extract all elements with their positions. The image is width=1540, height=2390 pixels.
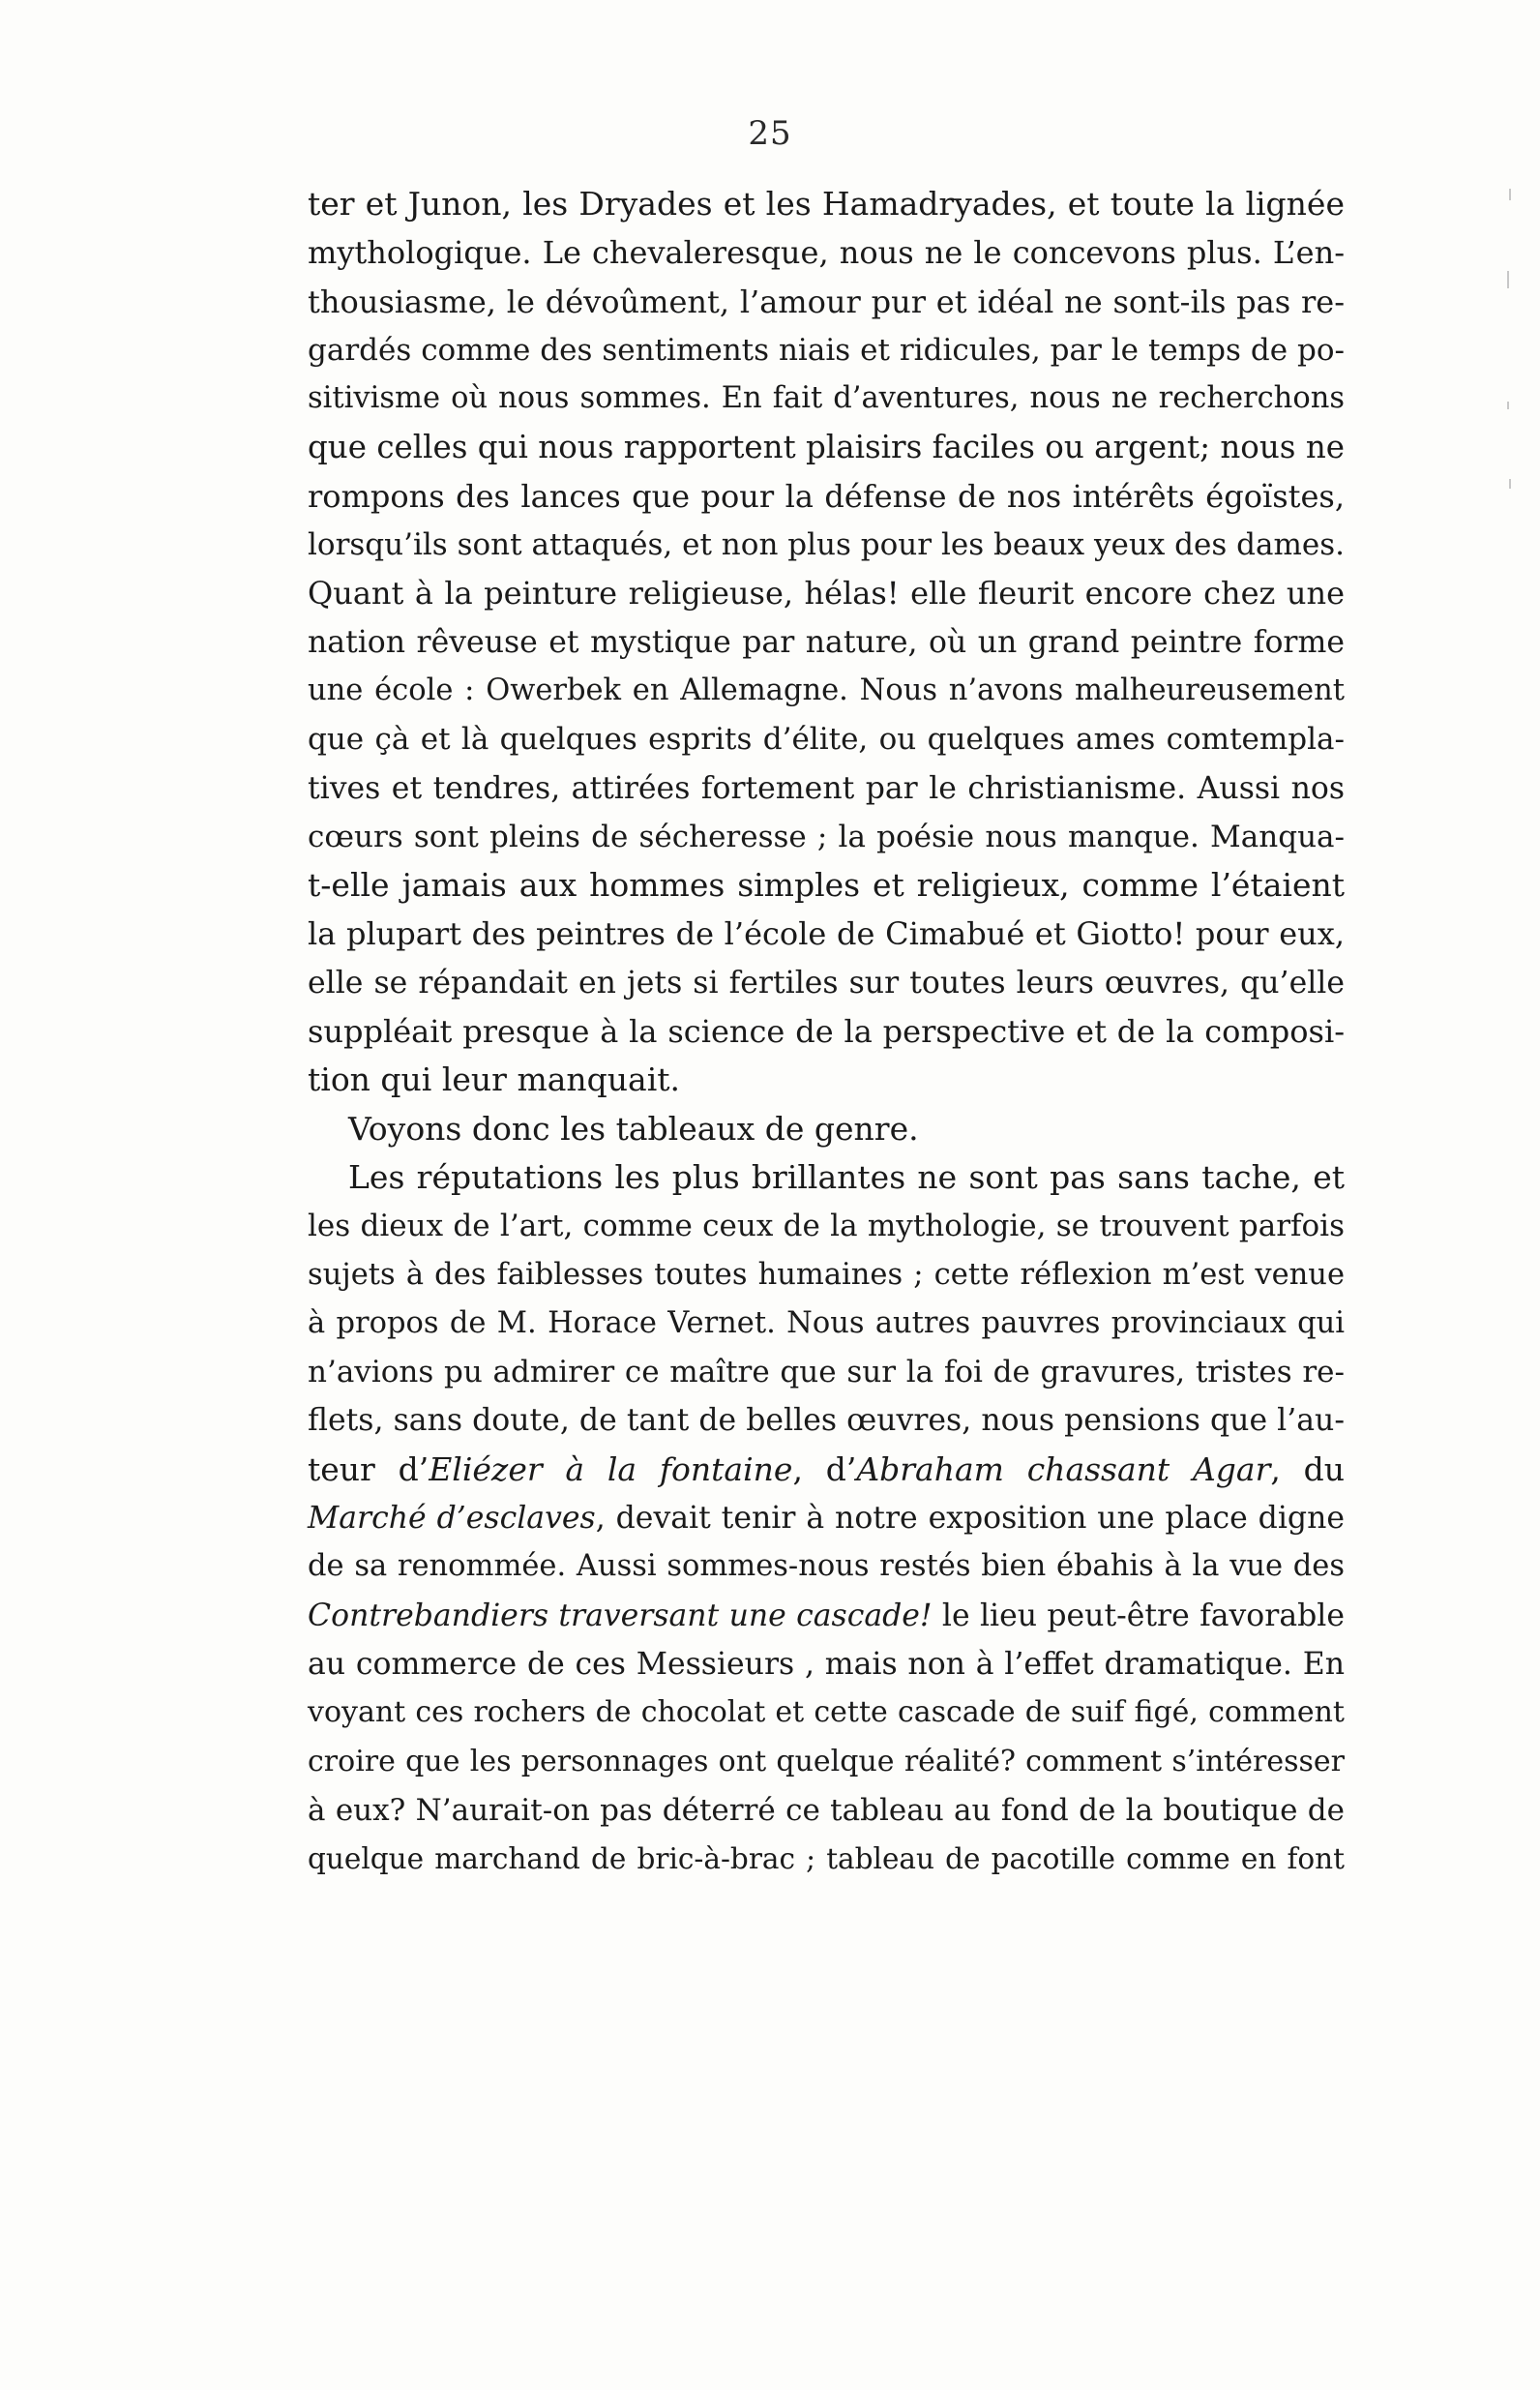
text-line: nation rêveuse et mystique par nature, où un grand peintre forme — [308, 624, 1345, 660]
text-line: cœurs sont pleins de sécheresse ; la poésie nous manque. Manqua- — [308, 819, 1345, 854]
text-line: une école : Owerbek en Allemagne. Nous n’avons malheureusement — [308, 672, 1345, 707]
body-text — [308, 180, 1345, 1883]
italic-title: Contrebandiers traversant une cascade! — [308, 1598, 933, 1633]
scan-margin-mark — [1509, 189, 1511, 200]
scan-margin-mark — [1507, 271, 1509, 288]
text-line: que celles qui nous rapportent plaisirs faciles ou argent; nous ne — [308, 429, 1345, 466]
page-number: 25 — [748, 114, 792, 153]
text-line: t-elle jamais aux hommes simples et religieux, comme l’étaient — [308, 866, 1345, 905]
text-line: mythologique. Le chevaleresque, nous ne le concevons plus. L’en- — [308, 234, 1345, 272]
text-line — [308, 1592, 1345, 1640]
text-line: suppléait presque à la science de la perspective et de la composi- — [308, 1013, 1345, 1051]
text-fragment: , d’ — [792, 1449, 857, 1488]
text-line: à eux? N’aurait-on pas déterré ce tableau au fond de la boutique de — [308, 1792, 1345, 1828]
text-line: tives et tendres, attirées fortement par le christianisme. Aussi nos — [308, 770, 1345, 806]
text-line: Les réputations les plus brillantes ne sont pas sans tache, et — [348, 1157, 1345, 1196]
text-line: lorsqu’ils sont attaqués, et non plus pour les beaux yeux des dames. — [308, 527, 1345, 563]
text-line: croire que les personnages ont quelque réalité? comment s’intéresser — [308, 1744, 1345, 1778]
italic-title: Abraham chassant Agar — [856, 1449, 1271, 1488]
text-line: que çà et là quelques esprits d’élite, ou quelques ames comtempla- — [308, 722, 1345, 758]
text-line: rompons des lances que pour la défense de nos intérêts égoïstes, — [308, 477, 1345, 515]
text-line: Voyons donc les tableaux de genre. — [348, 1109, 919, 1148]
text-line: voyant ces rochers de chocolat et cette cascade de suif figé, comment — [308, 1695, 1345, 1730]
text-line: elle se répandait en jets si fertiles sur toutes leurs œuvres, qu’elle — [308, 965, 1345, 1001]
text-line — [308, 1446, 1345, 1494]
text-fragment: teur d’ — [308, 1449, 429, 1488]
text-line — [308, 1494, 1345, 1542]
italic-title: Eliézer à la fontaine — [429, 1449, 793, 1488]
text-line: gardés comme des sentiments niais et ridicules, par le temps de po- — [308, 332, 1345, 368]
scan-margin-mark — [1507, 402, 1509, 409]
text-fragment: , du — [1270, 1449, 1345, 1488]
text-line: la plupart des peintres de l’école de Cimabué et Giotto! pour eux, — [308, 915, 1345, 953]
text-line: au commerce de ces Messieurs , mais non à l’effet dramatique. En — [308, 1646, 1345, 1682]
text-fragment: , devait tenir à notre exposition une place digne — [595, 1501, 1345, 1537]
text-line: sitivisme où nous sommes. En fait d’aventures, nous ne recherchons — [308, 381, 1345, 416]
text-line: de sa renommée. Aussi sommes-nous restés bien ébahis à la vue des — [308, 1549, 1345, 1584]
italic-title: Marché d’esclaves — [308, 1501, 596, 1537]
scan-margin-mark — [1509, 479, 1511, 489]
text-line: thousiasme, le dévoûment, l’amour pur et idéal ne sont-ils pas re- — [308, 283, 1345, 320]
text-line: les dieux de l’art, comme ceux de la mythologie, se trouvent parfois — [308, 1209, 1345, 1244]
text-line: flets, sans doute, de tant de belles œuvres, nous pensions que l’au- — [308, 1403, 1345, 1439]
text-line: tion qui leur manquait. — [308, 1061, 681, 1099]
text-line: n’avions pu admirer ce maître que sur la foi de gravures, tristes re- — [308, 1355, 1345, 1390]
text-fragment: le lieu peut-être favorable — [932, 1598, 1345, 1633]
text-line: sujets à des faiblesses toutes humaines ; cette réflexion m’est venue — [308, 1257, 1345, 1292]
text-line: quelque marchand de bric-à-brac ; tableau de pacotille comme en font — [308, 1842, 1345, 1876]
text-line: à propos de M. Horace Vernet. Nous autres pauvres provinciaux qui — [308, 1305, 1345, 1340]
text-line: Quant à la peinture religieuse, hélas! elle fleurit encore chez une — [308, 575, 1345, 612]
text-line: ter et Junon, les Dryades et les Hamadryades, et toute la lignée — [308, 185, 1345, 223]
